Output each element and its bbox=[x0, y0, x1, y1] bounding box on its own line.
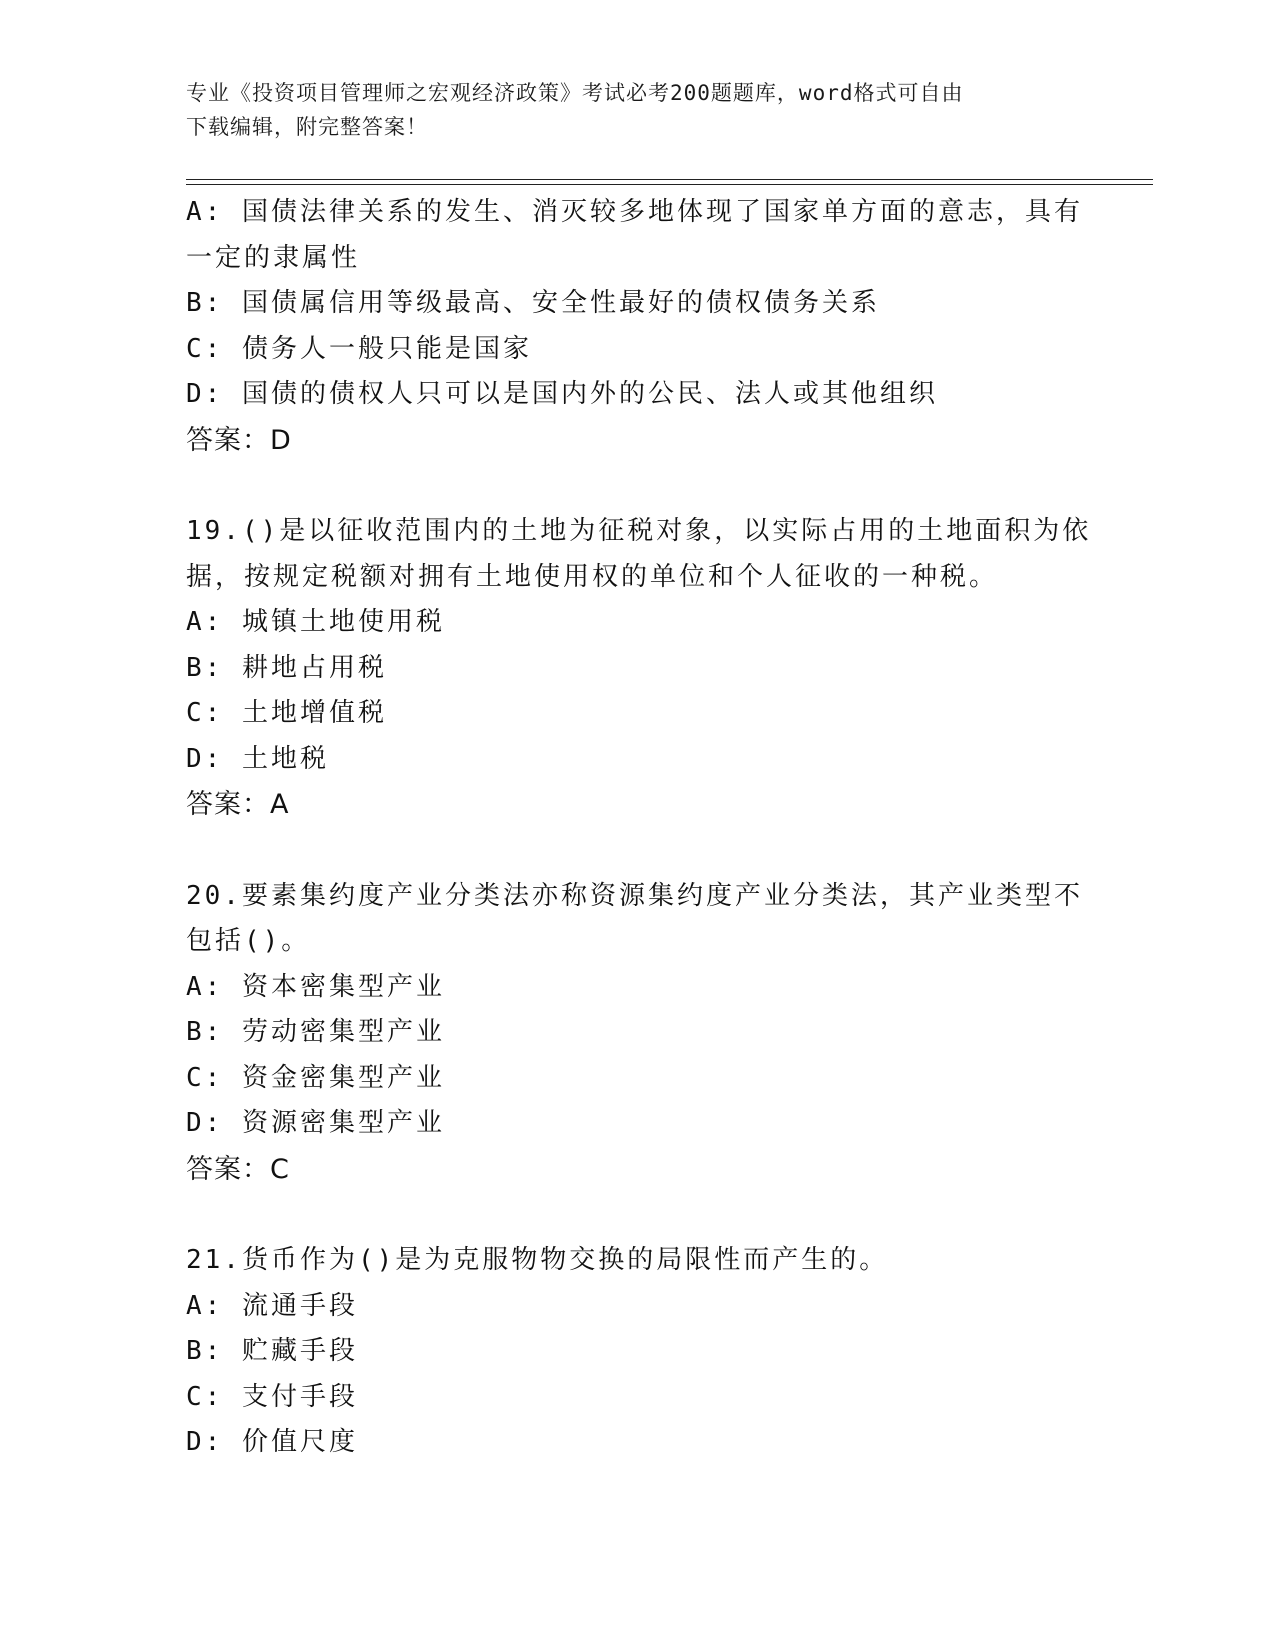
question-block-21 bbox=[186, 1238, 1086, 1466]
option-a-line-2: 一定的隶属性 bbox=[186, 242, 361, 273]
question-text-line-2: 包括()。 bbox=[186, 926, 311, 956]
option-b: B: 劳动密集型产业 bbox=[186, 1017, 445, 1047]
question-text-line-1: 19.()是以征收范围内的土地为征税对象，以实际占用的土地面积为依 bbox=[186, 516, 1092, 546]
answer-line: 答案：A bbox=[186, 789, 290, 820]
option-b: B: 贮藏手段 bbox=[186, 1336, 358, 1366]
option-d: D: 价值尺度 bbox=[186, 1427, 358, 1457]
header-line-2: 下载编辑，附完整答案！ bbox=[186, 115, 428, 139]
option-c: C: 支付手段 bbox=[186, 1381, 358, 1412]
option-b: B: 国债属信用等级最高、安全性最好的债权债务关系 bbox=[186, 288, 880, 318]
option-a-line-1: A: 国债法律关系的发生、消灭较多地体现了国家单方面的意志，具有 bbox=[186, 197, 1083, 227]
option-a: A: 城镇土地使用税 bbox=[186, 607, 445, 637]
question-block-20 bbox=[186, 874, 1086, 1193]
option-d: D: 土地税 bbox=[186, 743, 329, 774]
option-d: D: 资源密集型产业 bbox=[186, 1108, 445, 1138]
question-text-line-1: 21.货币作为()是为克服物物交换的局限性而产生的。 bbox=[186, 1245, 889, 1275]
option-c: C: 资金密集型产业 bbox=[186, 1062, 445, 1093]
option-c: C: 债务人一般只能是国家 bbox=[186, 333, 532, 364]
option-b: B: 耕地占用税 bbox=[186, 652, 387, 683]
option-a: A: 流通手段 bbox=[186, 1290, 358, 1321]
option-d: D: 国债的债权人只可以是国内外的公民、法人或其他组织 bbox=[186, 379, 938, 409]
question-block-19 bbox=[186, 509, 1092, 828]
option-c: C: 土地增值税 bbox=[186, 698, 387, 728]
question-block-prev bbox=[186, 190, 1086, 463]
answer-line: 答案：C bbox=[186, 1153, 290, 1185]
option-a: A: 资本密集型产业 bbox=[186, 971, 445, 1002]
block-spacer bbox=[186, 1192, 1086, 1238]
block-spacer bbox=[186, 828, 1086, 874]
question-list bbox=[186, 190, 1092, 1466]
header-divider-top bbox=[186, 179, 1153, 180]
block-spacer bbox=[186, 463, 1086, 509]
question-text-line-1: 20.要素集约度产业分类法亦称资源集约度产业分类法，其产业类型不 bbox=[186, 880, 1083, 911]
answer-line: 答案：D bbox=[186, 424, 292, 456]
header-line-1: 专业《投资项目管理师之宏观经济政策》考试必考200题题库，word格式可自由 bbox=[186, 81, 964, 105]
header-divider-bottom bbox=[186, 184, 1153, 185]
document-header bbox=[186, 76, 1066, 144]
question-text-line-2: 据，按规定税额对拥有土地使用权的单位和个人征收的一种税。 bbox=[186, 561, 999, 592]
